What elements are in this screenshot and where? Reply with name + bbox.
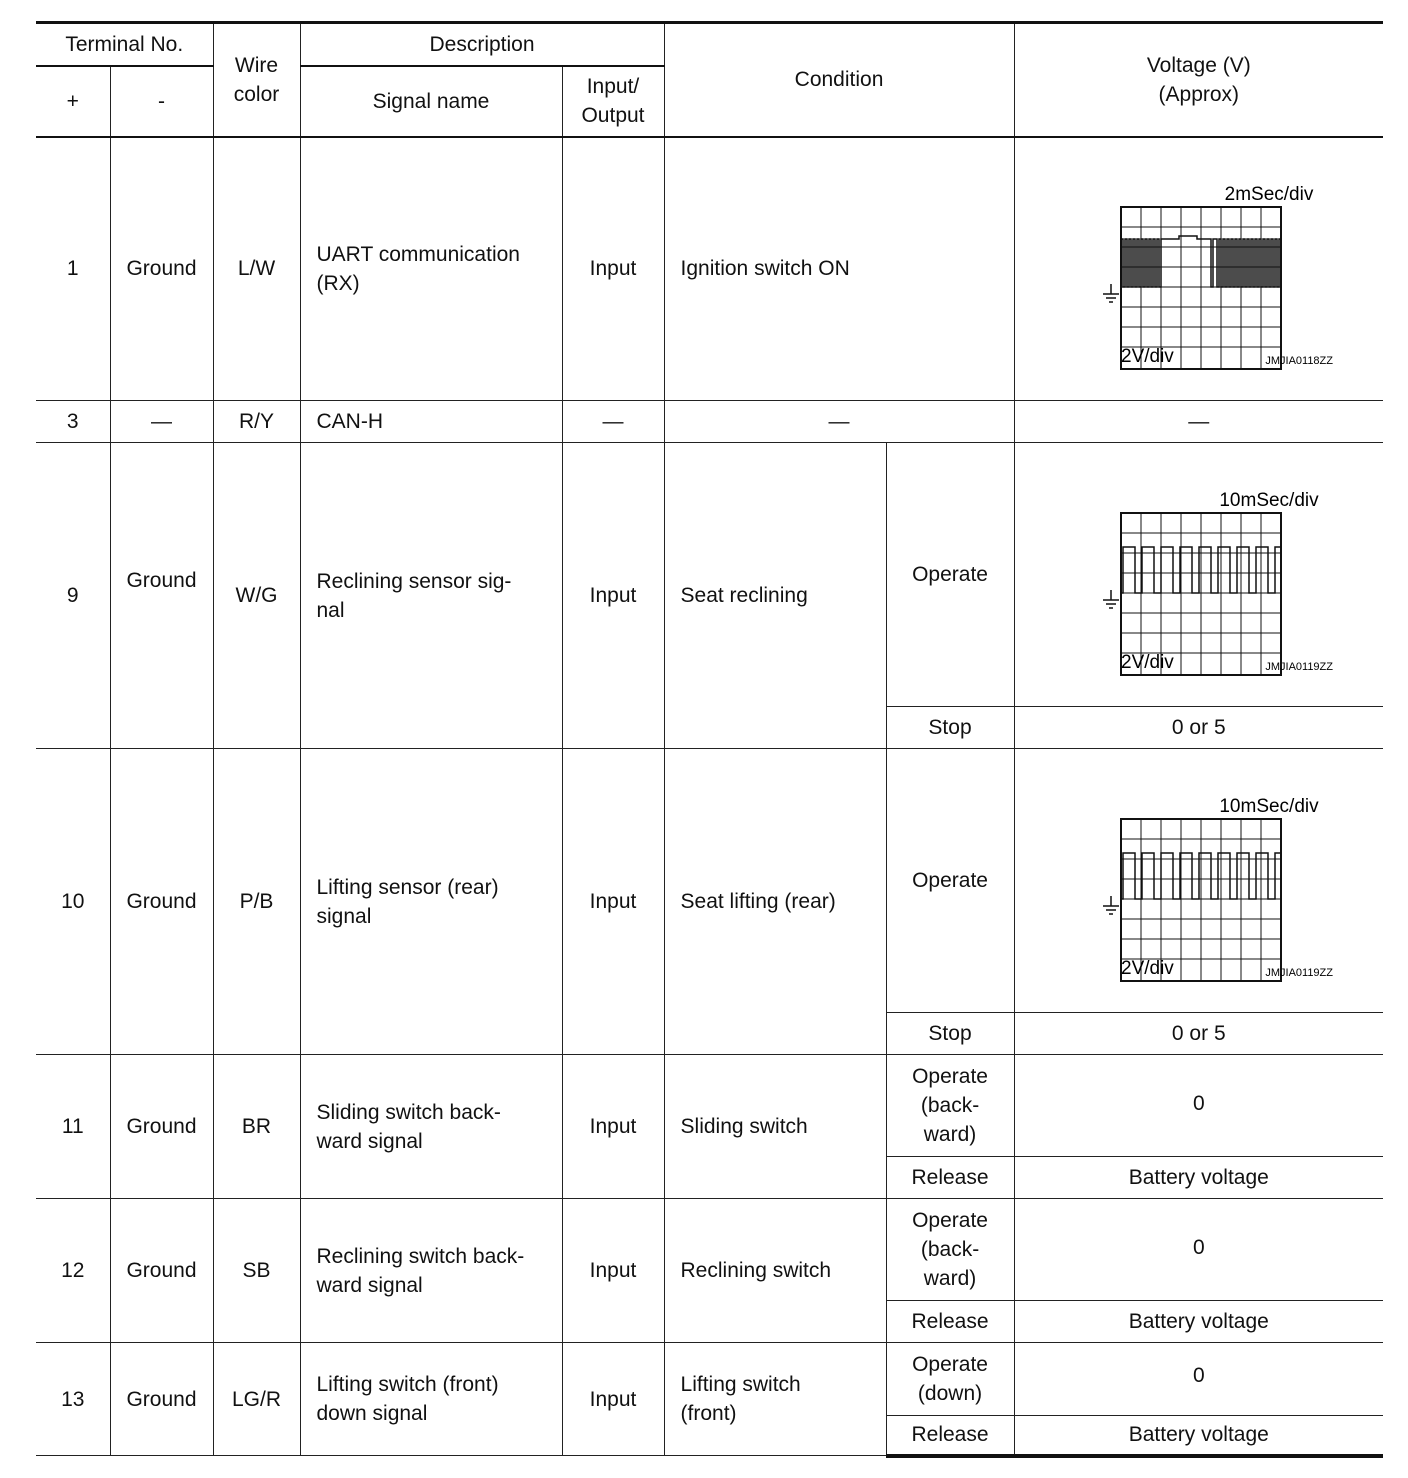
- header-plus: +: [36, 66, 110, 137]
- terminal-plus: 3: [36, 401, 110, 443]
- condition-state: Release: [886, 1157, 1014, 1199]
- header-wire-color-text: Wire color: [233, 53, 280, 106]
- terminal-table-sheet: [36, 21, 1383, 1458]
- voltage-cell: [1014, 749, 1383, 1013]
- table-row: [36, 1343, 1383, 1416]
- condition: Sliding switch: [664, 1055, 886, 1199]
- voltage: 0 or 5: [1014, 707, 1383, 749]
- scope-figure-code: JMJIA0119ZZ: [1265, 966, 1333, 979]
- ground-icon: [1103, 590, 1119, 608]
- scope-time-label: 2mSec/div: [1224, 183, 1314, 205]
- signal-name: Lifting switch (front) down signal: [300, 1343, 562, 1456]
- header-condition: Condition: [664, 23, 1014, 137]
- wire-color: L/W: [213, 137, 300, 401]
- header-terminal-no: Terminal No.: [36, 23, 213, 66]
- terminal-plus: 10: [36, 749, 110, 1055]
- table-row: [36, 749, 1383, 1013]
- header-input-output-text: Input/ Output: [581, 75, 645, 127]
- input-output: Input: [562, 749, 664, 1055]
- voltage: Battery voltage: [1014, 1157, 1383, 1199]
- terminal-plus: 1: [36, 137, 110, 401]
- condition: Seat lifting (rear): [664, 749, 886, 1055]
- header-minus: -: [110, 66, 213, 137]
- header-approx-label: (Approx): [1158, 82, 1240, 106]
- condition-state: Operate: [886, 443, 1014, 707]
- condition-state: Stop: [886, 1013, 1014, 1055]
- signal-name: CAN-H: [300, 401, 562, 443]
- scope-grid: [1121, 207, 1281, 369]
- terminal-minus: [110, 443, 213, 749]
- input-output: Input: [562, 443, 664, 749]
- voltage: 0 or 5: [1014, 1013, 1383, 1055]
- terminal-plus: 9: [36, 443, 110, 749]
- header-signal-name: Signal name: [300, 66, 562, 137]
- header-input-output: [562, 66, 664, 137]
- wire-color: P/B: [213, 749, 300, 1055]
- signal-name: Lifting sensor (rear) signal: [300, 749, 562, 1055]
- header-description: Description: [300, 23, 664, 66]
- condition-state: Operate (back- ward): [886, 1199, 1014, 1301]
- scope-volt-label: 2V/div: [1120, 345, 1174, 367]
- scope-volt-label: 2V/div: [1120, 651, 1174, 673]
- voltage-cell: [1014, 443, 1383, 707]
- voltage: 0: [1014, 1343, 1383, 1416]
- terminal-minus: Ground: [110, 1343, 213, 1456]
- voltage: Battery voltage: [1014, 1301, 1383, 1343]
- condition-state: Release: [886, 1301, 1014, 1343]
- condition: Reclining switch: [664, 1199, 886, 1343]
- terminal-minus: Ground: [110, 1199, 213, 1343]
- table-row: [36, 443, 1383, 707]
- header-voltage-label: Voltage (V): [1146, 53, 1251, 77]
- input-output: Input: [562, 1055, 664, 1199]
- voltage: —: [1014, 401, 1383, 443]
- condition-state: Operate: [886, 749, 1014, 1013]
- signal-name: Reclining sensor sig- nal: [300, 443, 562, 749]
- condition: Ignition switch ON: [664, 137, 1014, 401]
- signal-name: Reclining switch back- ward signal: [300, 1199, 562, 1343]
- ground-icon: [1103, 284, 1119, 302]
- terminal-table: [36, 21, 1383, 1458]
- condition-state: Operate (back- ward): [886, 1055, 1014, 1157]
- terminal-minus: Ground: [110, 137, 213, 401]
- wire-color: SB: [213, 1199, 300, 1343]
- table-row: [36, 137, 1383, 401]
- input-output: —: [562, 401, 664, 443]
- condition: Seat reclining: [664, 443, 886, 749]
- terminal-minus-text: Ground: [126, 569, 197, 592]
- voltage: 0: [1014, 1199, 1383, 1301]
- wire-color: R/Y: [213, 401, 300, 443]
- signal-name: UART communication (RX): [300, 137, 562, 401]
- header-voltage: [1014, 23, 1383, 137]
- oscilloscope-waveform-pulse: [1049, 776, 1349, 986]
- wire-color: LG/R: [213, 1343, 300, 1456]
- condition-state: Release: [886, 1416, 1014, 1456]
- condition: Lifting switch (front): [664, 1343, 886, 1456]
- ground-icon: [1103, 896, 1119, 914]
- table-row: [36, 401, 1383, 443]
- scope-time-label: 10mSec/div: [1219, 489, 1319, 511]
- voltage: 0: [1014, 1055, 1383, 1157]
- wire-color: W/G: [213, 443, 300, 749]
- terminal-plus: 12: [36, 1199, 110, 1343]
- terminal-plus: 13: [36, 1343, 110, 1456]
- table-row: [36, 1055, 1383, 1157]
- terminal-minus: Ground: [110, 1055, 213, 1199]
- terminal-minus: —: [110, 401, 213, 443]
- condition-state: Stop: [886, 707, 1014, 749]
- input-output: Input: [562, 1199, 664, 1343]
- scope-time-label: 10mSec/div: [1219, 795, 1319, 817]
- oscilloscope-waveform-pulse: [1049, 470, 1349, 680]
- terminal-minus: Ground: [110, 749, 213, 1055]
- wire-color: BR: [213, 1055, 300, 1199]
- scope-figure-code: JMJIA0119ZZ: [1265, 660, 1333, 673]
- table-row: [36, 1199, 1383, 1301]
- scope-volt-label: 2V/div: [1120, 957, 1174, 979]
- scope-grid: [1121, 819, 1281, 981]
- header-wire-color: [213, 23, 300, 137]
- voltage: Battery voltage: [1014, 1416, 1383, 1456]
- input-output: Input: [562, 1343, 664, 1456]
- oscilloscope-waveform-uart: [1049, 164, 1349, 374]
- condition: —: [664, 401, 1014, 443]
- input-output: Input: [562, 137, 664, 401]
- signal-name: Sliding switch back- ward signal: [300, 1055, 562, 1199]
- voltage-cell: [1014, 137, 1383, 401]
- scope-figure-code: JMJIA0118ZZ: [1265, 354, 1333, 367]
- scope-grid: [1121, 513, 1281, 675]
- condition-state: Operate (down): [886, 1343, 1014, 1416]
- terminal-plus: 11: [36, 1055, 110, 1199]
